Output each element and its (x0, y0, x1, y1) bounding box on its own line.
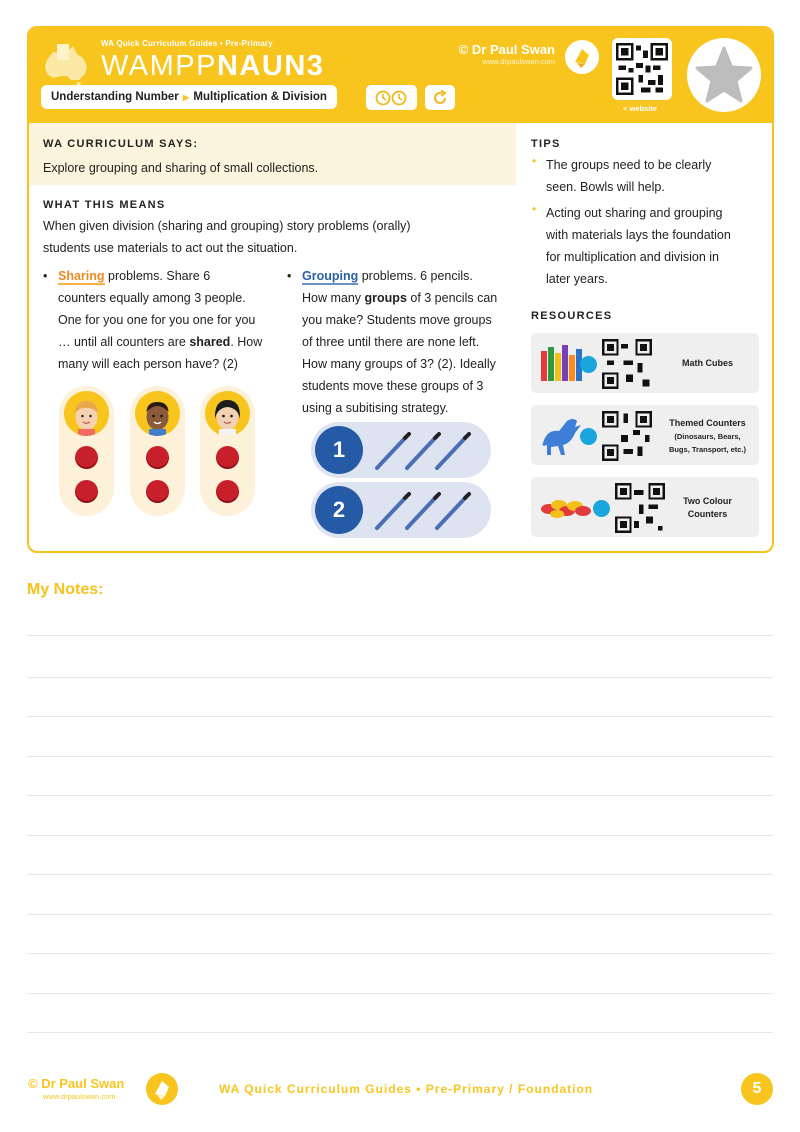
footer-url[interactable]: www.drpaulswan.com (43, 1092, 116, 1101)
sharing-line (58, 265, 293, 287)
person-column (130, 386, 185, 516)
sharing-keyword: Sharing (58, 269, 105, 283)
sharing-text: … until all counters are (58, 335, 190, 349)
origami-logo-icon (565, 40, 599, 74)
group-number: 2 (315, 486, 363, 534)
code-suffix: NAUN3 (216, 50, 325, 82)
grouping-paragraph (302, 265, 517, 419)
red-counter (75, 480, 98, 503)
means-line-2: students use materials to act out the situation. (43, 241, 298, 255)
brand-block (447, 42, 555, 66)
tip-line: with materials lays the foundation (546, 228, 731, 242)
qr-code-icon[interactable] (602, 411, 652, 461)
sharing-text: problems. Share 6 (104, 269, 211, 283)
guide-code (101, 50, 324, 82)
rating-badge (687, 38, 761, 112)
shopping-cart-icon[interactable] (593, 500, 610, 517)
website-label: website (629, 104, 657, 113)
resource-title: Counters (687, 509, 728, 519)
refresh-icon (431, 89, 449, 107)
share-icon: < (623, 104, 630, 113)
sharing-text: . How (230, 335, 263, 349)
qr-code-icon[interactable] (602, 339, 652, 389)
time-button[interactable] (366, 85, 417, 110)
note-line[interactable] (27, 635, 773, 636)
pencils-icon (371, 488, 481, 532)
resource-label (660, 417, 755, 456)
tip-line: Acting out sharing and grouping (546, 206, 723, 220)
bullet-dot: • (532, 154, 537, 168)
note-line[interactable] (27, 953, 773, 954)
tip-item (546, 154, 766, 198)
tip-line: for multiplication and division in (546, 250, 720, 264)
sharing-line (58, 331, 293, 353)
grouping-line (302, 287, 517, 309)
shopping-cart-icon[interactable] (580, 428, 597, 445)
grouping-text: of 3 pencils can (406, 291, 498, 305)
triangle-icon: ▶ (180, 93, 192, 102)
tip-line: later years. (546, 272, 608, 286)
grouping-line: How many groups of 3? (2). Ideally (302, 357, 496, 371)
sharing-line: One for you one for you one for you (58, 313, 256, 327)
group-number: 1 (315, 426, 363, 474)
sharing-paragraph (58, 265, 293, 375)
pencils-icon (371, 428, 481, 472)
child-face-icon (205, 391, 250, 436)
brand-name: © Dr Paul Swan (458, 42, 555, 57)
means-line-1: When given division (sharing and grouping) story problems (orally) (43, 219, 411, 233)
strand-label: Understanding Number (51, 91, 179, 103)
resource-subtitle: Bugs, Transport, etc.) (668, 445, 747, 454)
note-line[interactable] (27, 914, 773, 915)
website-link[interactable] (623, 104, 657, 113)
resource-subtitle: (Dinosaurs, Bears, (674, 432, 741, 441)
curriculum-says-box (29, 123, 516, 185)
sharing-line: counters equally among 3 people. (58, 291, 246, 305)
resource-title: Two Colour (683, 496, 732, 506)
grouping-line: you make? Students move groups (302, 313, 492, 327)
bullet-dot: • (532, 202, 537, 216)
shared-emphasis: shared (189, 335, 231, 349)
child-face-icon (64, 391, 109, 436)
curriculum-text: Explore grouping and sharing of small collections. (43, 161, 319, 175)
person-column (59, 386, 114, 516)
resource-card-themed-counters[interactable] (531, 405, 759, 465)
notes-title: My Notes: (27, 581, 104, 598)
pencil-group-row (311, 482, 491, 538)
code-prefix: WAMPP (101, 50, 217, 82)
australia-map-icon (41, 40, 91, 88)
note-line[interactable] (27, 716, 773, 717)
grouping-text: problems. 6 pencils. (358, 269, 473, 283)
refresh-button[interactable] (425, 85, 455, 110)
header-banner (29, 28, 772, 123)
pencil-group-row (311, 422, 491, 478)
two-colour-counters-icon (539, 495, 595, 521)
qr-code-icon[interactable] (615, 483, 665, 533)
resource-title: Themed Counters (669, 418, 746, 428)
what-this-means-heading: WHAT THIS MEANS (43, 199, 166, 211)
note-line[interactable] (27, 677, 773, 678)
note-line[interactable] (27, 874, 773, 875)
series-label: WA Quick Curriculum Guides • Pre-Primary (101, 39, 273, 48)
grouping-line: students move these groups of 3 (302, 379, 484, 393)
note-line[interactable] (27, 756, 773, 757)
child-face-icon (135, 391, 180, 436)
bullet-dot: • (43, 269, 48, 283)
grouping-keyword: Grouping (302, 269, 359, 283)
grouping-line (302, 265, 517, 287)
note-line[interactable] (27, 835, 773, 836)
note-line[interactable] (27, 993, 773, 994)
red-counter (146, 480, 169, 503)
website-qr-code[interactable] (612, 38, 672, 100)
red-counter (216, 480, 239, 503)
grouping-line: of three until there are none left. (302, 335, 480, 349)
groups-emphasis: groups (364, 291, 407, 305)
bullet-dot: • (287, 269, 292, 283)
person-column (200, 386, 255, 516)
clock-icon (374, 90, 410, 106)
resource-card-math-cubes[interactable] (531, 333, 759, 393)
tip-item (546, 202, 771, 290)
curriculum-heading: WA CURRICULUM SAYS: (43, 138, 199, 150)
brand-url[interactable]: www.drpaulswan.com (482, 57, 555, 66)
note-line[interactable] (27, 795, 773, 796)
tips-heading: TIPS (531, 138, 561, 150)
red-counter (75, 446, 98, 469)
red-counter (146, 446, 169, 469)
footer-brand: © Dr Paul Swan (28, 1076, 125, 1091)
shopping-cart-icon[interactable] (580, 356, 597, 373)
topic-label: Multiplication & Division (193, 91, 327, 103)
resource-label (660, 495, 755, 521)
resources-heading: RESOURCES (531, 310, 613, 322)
sharing-line: many will each person have? (2) (58, 357, 238, 371)
grouping-line: using a subitising strategy. (302, 401, 449, 415)
star-icon (687, 38, 761, 112)
note-line[interactable] (27, 1032, 773, 1033)
footer-guide-title: WA Quick Curriculum Guides • Pre-Primary / Foundation (219, 1082, 594, 1096)
red-counter (216, 446, 239, 469)
origami-logo-icon (146, 1073, 178, 1105)
grouping-text: How many (302, 291, 365, 305)
tip-line: seen. Bowls will help. (546, 180, 665, 194)
page-number: 5 (741, 1073, 773, 1105)
curriculum-card (27, 26, 774, 553)
qr-code-icon (616, 42, 668, 96)
tip-line: The groups need to be clearly (546, 158, 712, 172)
resource-card-two-colour-counters[interactable] (531, 477, 759, 537)
topic-pill (41, 85, 337, 109)
resource-label: Math Cubes (681, 358, 733, 368)
